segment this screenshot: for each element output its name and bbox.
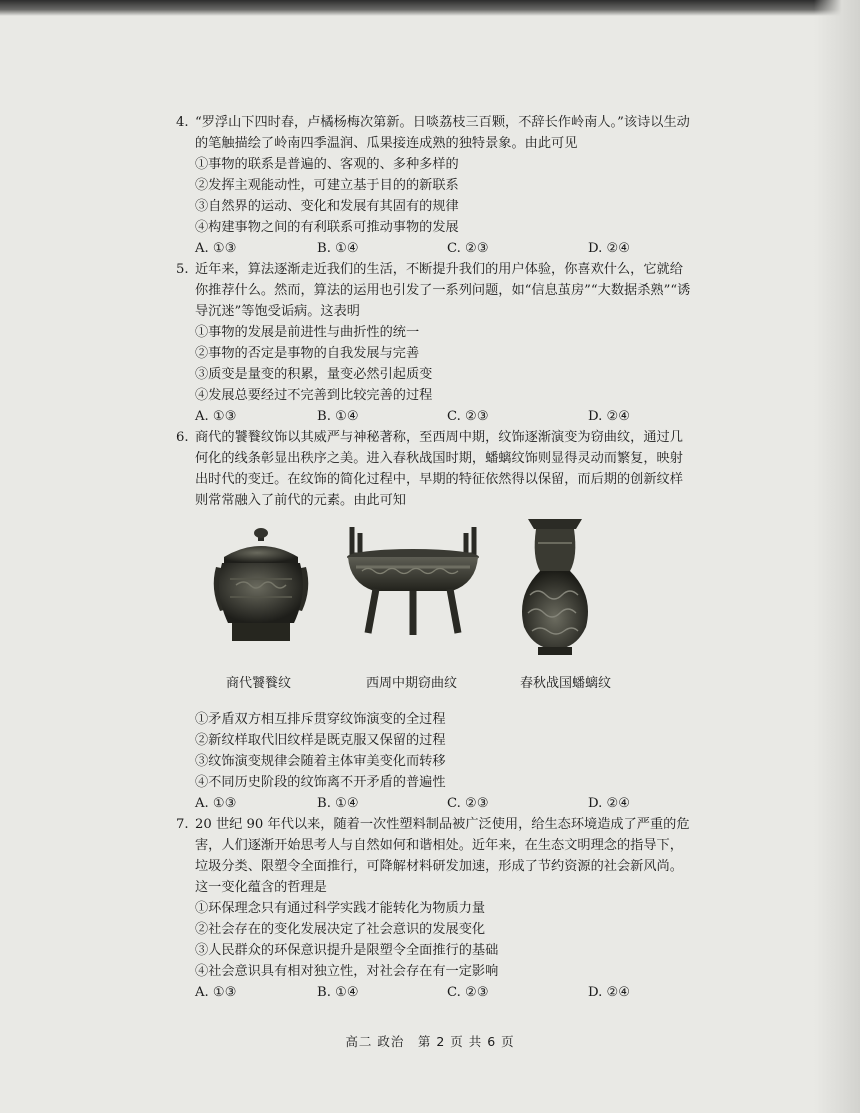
choice-d: D. ②④ — [588, 985, 631, 1000]
answer-choices — [176, 793, 696, 814]
question-text: 20 世纪 90 年代以来，随着一次性塑料制品被广泛使用，给生态环境造成了严重的危害，人们逐渐开始思考人与自然如何和谐相处。近年来，在生态文明理念的指导下，垃圾分类、限塑令全面推行，可降解材料研发加速，形成了节约资源的社会新风尚。这一变化蕴含的哲理是 — [195, 817, 690, 895]
question-stem — [176, 814, 696, 898]
question-number: 7. — [176, 817, 189, 832]
choice-a: A. ①③ — [195, 796, 237, 811]
statement-4: ④不同历史阶段的纹饰离不开矛盾的普遍性 — [195, 775, 446, 790]
choice-b: B. ①④ — [317, 796, 359, 811]
chunqiu-vessel-image — [514, 515, 596, 657]
question-7 — [176, 814, 696, 1003]
statement-2: ②社会存在的变化发展决定了社会意识的发展变化 — [195, 922, 486, 937]
choice-c: C. ②③ — [447, 241, 489, 256]
zhou-vessel-image — [338, 525, 488, 637]
choice-b: B. ①④ — [317, 985, 359, 1000]
statement-1: ①事物的发展是前进性与曲折性的统一 — [195, 325, 420, 340]
question-text: 商代的饕餮纹饰以其威严与神秘著称，至西周中期，纹饰逐渐演变为窃曲纹，通过几何化的线条彰显出秩序之美。进入春秋战国时期，蟠螭纹饰则显得灵动而繁复，映射出时代的变迁。在纹饰的简化过程中，早期的特征依然得以保留，而后期的创新纹样则常常融入了前代的元素。由此可知 — [195, 430, 683, 508]
question-number: 5. — [176, 262, 189, 277]
question-6 — [176, 427, 696, 814]
answer-choices — [176, 406, 696, 427]
choice-c: C. ②③ — [447, 409, 489, 424]
choice-c: C. ②③ — [447, 985, 489, 1000]
bronze-figure — [176, 515, 696, 699]
statement-4: ④发展总要经过不完善到比较完善的过程 — [195, 388, 433, 403]
statement-3: ③自然界的运动、变化和发展有其固有的规律 — [195, 199, 459, 214]
choice-b: B. ①④ — [317, 241, 359, 256]
choice-d: D. ②④ — [588, 241, 631, 256]
statement-1: ①事物的联系是普遍的、客观的、多种多样的 — [195, 157, 459, 172]
shang-vessel-image — [206, 527, 316, 647]
choice-c: C. ②③ — [447, 796, 489, 811]
choice-a: A. ①③ — [195, 241, 237, 256]
caption-zhou: 西周中期窃曲纹 — [366, 676, 458, 691]
question-text: 近年来，算法逐渐走近我们的生活，不断提升我们的用户体验，你喜欢什么，它就给你推荐什么。然而，算法的运用也引发了一系列问题，如“信息茧房”“大数据杀熟”“诱导沉迷”等饱受诟病。这表明 — [195, 262, 691, 319]
statement-3: ③纹饰演变规律会随着主体审美变化而转移 — [195, 754, 446, 769]
choice-a: A. ①③ — [195, 985, 237, 1000]
page-footer: 高二 政治 第 2 页 共 6 页 — [345, 1034, 515, 1049]
statement-3: ③质变是量变的积累，量变必然引起质变 — [195, 367, 433, 382]
question-stem — [176, 259, 696, 322]
statement-2: ②新纹样取代旧纹样是既克服又保留的过程 — [195, 733, 446, 748]
question-number: 4. — [176, 115, 189, 130]
choice-b: B. ①④ — [317, 409, 359, 424]
exam-page — [176, 112, 696, 1003]
statement-4: ④社会意识具有相对独立性，对社会存在有一定影响 — [195, 964, 499, 979]
question-4 — [176, 112, 696, 259]
statement-1: ①环保理念只有通过科学实践才能转化为物质力量 — [195, 901, 486, 916]
caption-chunqiu: 春秋战国蟠螭纹 — [520, 676, 612, 691]
statement-3: ③人民群众的环保意识提升是限塑令全面推行的基础 — [195, 943, 499, 958]
answer-choices — [176, 238, 696, 259]
statement-2: ②事物的否定是事物的自我发展与完善 — [195, 346, 420, 361]
question-5 — [176, 259, 696, 427]
choice-d: D. ②④ — [588, 796, 631, 811]
statement-2: ②发挥主观能动性，可建立基于目的的新联系 — [195, 178, 459, 193]
answer-choices — [176, 982, 696, 1003]
scan-top-edge — [0, 0, 860, 16]
question-text: “罗浮山下四时春，卢橘杨梅次第新。日啖荔枝三百颗，不辞长作岭南人。”该诗以生动的笔触描绘了岭南四季温润、瓜果接连成熟的独特景象。由此可见 — [195, 115, 690, 151]
caption-shang: 商代饕餮纹 — [226, 676, 292, 691]
statement-1: ①矛盾双方相互排斥贯穿纹饰演变的全过程 — [195, 712, 446, 727]
choice-a: A. ①③ — [195, 409, 237, 424]
statement-4: ④构建事物之间的有利联系可推动事物的发展 — [195, 220, 459, 235]
question-stem — [176, 427, 696, 511]
question-number: 6. — [176, 430, 189, 445]
question-stem — [176, 112, 696, 154]
choice-d: D. ②④ — [588, 409, 631, 424]
scan-right-shadow — [814, 0, 860, 1113]
